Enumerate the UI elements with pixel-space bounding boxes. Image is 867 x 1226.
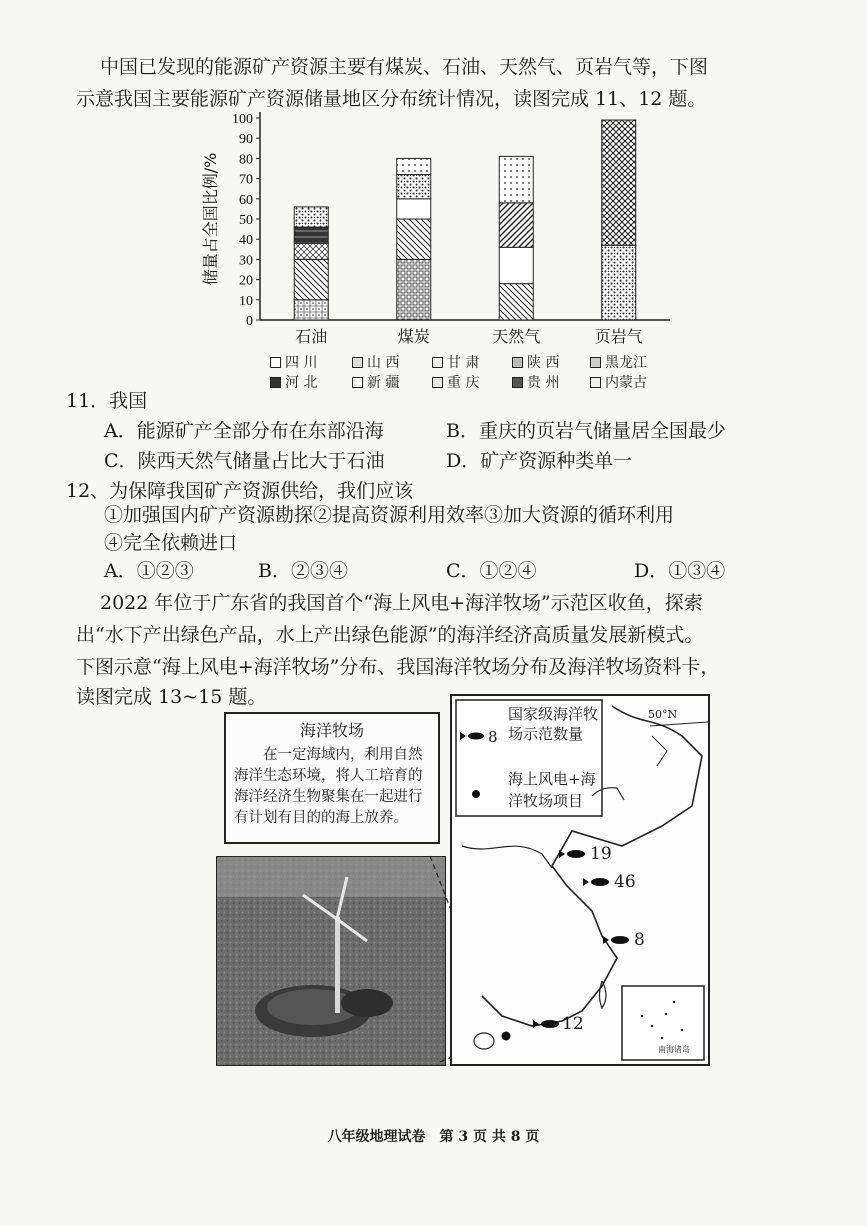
q11-option-b[interactable]: B．重庆的页岩气储量居全国最少 — [446, 420, 726, 442]
latitude-label: 50°N — [648, 708, 678, 721]
legend-label: 新 疆 — [367, 375, 400, 391]
wind-ranch-project-dot — [502, 1032, 511, 1041]
intro2-line-2: 出“水下产出绿色产品，水上产出绿色能源”的海洋经济高质量发展新模式。 — [76, 624, 704, 646]
card-title: 海洋牧场 — [299, 721, 364, 740]
legend-label: 贵 州 — [527, 375, 560, 391]
q12-option-a[interactable]: A．①②③ — [104, 560, 194, 582]
q11-option-d[interactable]: D．矿产资源种类单一 — [446, 450, 633, 472]
y-tick-label: 60 — [239, 192, 253, 208]
intro-line-1: 中国已发现的能源矿产资源主要有煤炭、石油、天然气、页岩气等，下图 — [100, 56, 709, 78]
intro2-line-3: 下图示意“海上风电+海洋牧场”分布、我国海洋牧场分布及海洋牧场资料卡， — [76, 656, 720, 678]
fish-marker-yellow-sea — [583, 878, 609, 886]
china-ocean-ranch-map — [450, 694, 710, 1066]
count-east-sea: 8 — [634, 930, 645, 950]
legend-label: 山 西 — [367, 355, 400, 371]
legend-label: 四 川 — [285, 355, 318, 371]
y-tick-label: 80 — [239, 152, 253, 168]
q12-stem: 12、为保障我国矿产资源供给，我们应该 — [66, 480, 414, 502]
legend-fish-value: 8 — [488, 728, 498, 746]
x-tick-label: 石油 — [295, 327, 328, 346]
x-tick-label: 煤炭 — [397, 327, 430, 346]
y-axis-label: 储量占全国比例/% — [201, 152, 220, 286]
intro2-line-1: 2022 年位于广东省的我国首个“海上风电+海洋牧场”示范区收鱼，探索 — [100, 592, 703, 614]
intro2-line-4: 读图完成 13~15 题。 — [76, 686, 267, 708]
fish-marker-bohai — [559, 850, 585, 858]
card-body: 在一定海域内，利用自然海洋生态环境，将人工培育的海洋经济生物聚集在一起进行有计划有目的的海上放养。 — [234, 747, 423, 826]
y-tick-label: 20 — [239, 273, 253, 289]
q11-option-a[interactable]: A．能源矿产全部分布在东部沿海 — [104, 420, 384, 442]
q12-items-2: ④完全依赖进口 — [104, 532, 238, 554]
legend-label: 甘 肃 — [447, 355, 480, 371]
count-yellow-sea: 46 — [614, 872, 636, 892]
y-tick-label: 30 — [239, 253, 253, 269]
fish-marker-south-sea — [533, 1020, 559, 1028]
legend-label: 陕 西 — [527, 355, 560, 371]
y-tick-label: 0 — [246, 314, 253, 329]
page-footer: 八年级地理试卷 第 3 页 共 8 页 — [327, 1129, 540, 1145]
legend-label: 河 北 — [285, 375, 318, 391]
inset-label: 南海诸岛 — [658, 1045, 690, 1054]
y-tick-label: 90 — [239, 132, 253, 148]
count-bohai: 19 — [590, 844, 612, 864]
legend-fish-label: 国家级海洋牧场示范数量 — [508, 705, 599, 743]
y-tick-label: 40 — [239, 233, 253, 249]
q11-option-c[interactable]: C．陕西天然气储量占比大于石油 — [104, 450, 385, 472]
q12-items-1: ①加强国内矿产资源勘探②提高资源利用效率③加大资源的循环利用 — [104, 504, 675, 526]
q11-stem: 11．我国 — [66, 390, 148, 412]
y-tick-label: 70 — [239, 172, 253, 188]
q12-option-c[interactable]: C．①②④ — [446, 560, 537, 582]
q12-option-b[interactable]: B．②③④ — [258, 560, 348, 582]
legend-label: 黑龙江 — [605, 355, 647, 371]
y-tick-label: 10 — [239, 293, 253, 309]
x-tick-label: 天然气 — [492, 327, 541, 346]
count-south-sea: 12 — [562, 1014, 584, 1034]
y-tick-label: 100 — [232, 112, 253, 127]
legend-label: 内蒙古 — [605, 375, 647, 391]
legend-dot-label: 海上风电+海洋牧场项目 — [508, 770, 596, 810]
y-tick-label: 50 — [239, 213, 253, 228]
q12-option-d[interactable]: D．①③④ — [634, 560, 726, 582]
intro-line-2: 示意我国主要能源矿产资源储量地区分布统计情况，读图完成 11、12 题。 — [76, 88, 707, 110]
legend-label: 重 庆 — [447, 375, 480, 391]
x-tick-label: 页岩气 — [594, 327, 643, 346]
